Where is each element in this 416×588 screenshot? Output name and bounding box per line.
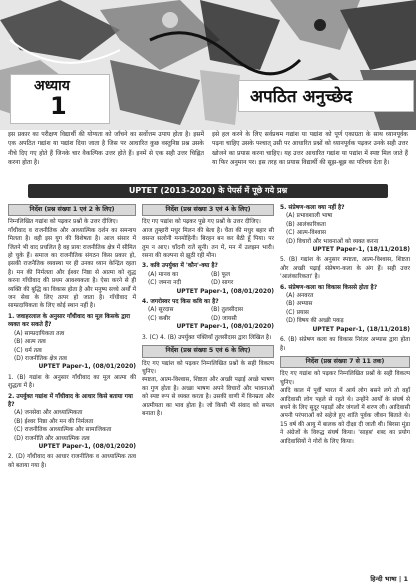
direction-text: दिए गए पद्यांश को पढ़कर निम्नलिखित प्रश्नों के सही विकल्प चुनिए। [142, 360, 274, 375]
option-row [142, 279, 274, 287]
option-row [142, 271, 274, 279]
option: (C) प्रयास [286, 309, 309, 316]
option: (D) विचारों और भावनाओं को व्यक्त करना [286, 238, 379, 245]
option: (A) मानव का [148, 271, 179, 278]
source-label: UPTET Paper-1, (18/11/2018) [312, 325, 410, 333]
exam-section-heading: UPTET (2013-2020) के पेपर्स में पूछे गये प्रश्न [28, 184, 388, 198]
column-3 [280, 204, 410, 446]
option: (B) अभ्यास [286, 301, 313, 308]
poem: आज तुम्हारी मधुर मिलन की बेला है। चैता की मधुर बहार सी वसन्त सलोनी मनमोहिनी। बिरहन बन कर बैठी हूँ पिया। पर तुम न आए। चाँदनी रातें सूनी। तन में, मन में उलझन भारी। रसना की कल्पना से झूठी रही मौन। [142, 227, 274, 260]
option: (B) तुलसीदास [211, 307, 244, 314]
direction-box: निर्देश (प्रश्न संख्या 7 से 11 तक) [280, 356, 410, 368]
answer-2: 2. (D) गाँधीवाद का आधार राजनीतिक व आध्यात्मिक तत्व को बताया गया है। [8, 454, 136, 469]
option: (A) साम्प्रदायिकता तत्व [14, 330, 65, 337]
chapter-title: अपठित अनुच्छेद [250, 87, 353, 107]
option: (C) जमना नदी [148, 280, 182, 287]
chapter-number: 1 [50, 92, 67, 120]
direction-text: निम्नलिखित गद्यांश को पढ़कर प्रश्नों के उत्तर दीजिए। [8, 219, 118, 226]
answer-5: 5. (B) गद्यांश के अनुसार स्पष्टता, आत्म-विश्वास, शिष्टता और अच्छी पढ़ाई संप्रेषण-कला के अंग हैं। सही उत्तर 'आलंकारिकता' है। [280, 257, 410, 281]
chapter-word: अध्याय [34, 78, 70, 94]
option-row [142, 315, 274, 323]
question-4: 4. जगरोस्वर पद किस कवि का है? [142, 299, 219, 306]
option: (D) राजनीति और आध्यात्मिक तत्व [14, 435, 90, 442]
passage: आदि काल में पूर्वी भारत में आर्य लोग बसने लगे तो वहाँ आदिवासी लोग पहले से रहते थे। उन्होंने आर्यों के संघर्ष से बचने के लिए सुदूर पहाड़ों और जंगलों में शरण ली। आदिवासी अपनी परंपराओं को सहेजे हुए शांति पूर्वक जीवन बिताते थे। 15 वर्ष की आयु में बालक को दीक्षा दी जाती थी। बिरसा मुंडा ने अंग्रेजों के विरुद्ध संघर्ष किया। 'साहब' शब्द का प्रयोग आदिवासियों ने गोरों के लिए किया। [280, 388, 410, 445]
direction-box: निर्देश (प्रश्न संख्या 3 एवं 4 के लिए) [142, 204, 274, 216]
option-row [142, 306, 274, 314]
option: (C) कबीर [148, 315, 171, 322]
source-label: UPTET Paper-1, (08/01/2020) [38, 363, 136, 371]
option: (D) राजनीतिक क्षेत्र तत्व [14, 355, 67, 362]
source-label: UPTET Paper-1, (08/01/2020) [176, 323, 274, 331]
option: (A) अनवरत [286, 293, 314, 300]
direction-text: दिए गए गद्यांश को पढ़कर निम्नलिखित प्रश्नों के सही विकल्प चुनिए। [280, 371, 410, 386]
question-2: 2. उपर्युक्त गद्यांश में गाँधीवाद के आधार किसे बताया गया है? [8, 393, 133, 408]
option: (A) जनसेवा और आध्यात्मिकता [14, 410, 83, 417]
option: (D) सागर [211, 280, 234, 287]
source-label: UPTET Paper-1, (08/01/2020) [176, 287, 274, 295]
direction-box: निर्देश (प्रश्न संख्या 5 एवं 6 के लिए) [142, 345, 274, 357]
question-1: 1. जवाहरलाल के अनुसार गाँधीवाद का मूल किसके द्वारा व्यक्त कर सकते हैं? [8, 313, 131, 329]
direction-text: दिए गए पद्यांश को पढ़कर पूछे गए प्रश्नों के उत्तर दीजिए। [142, 219, 261, 226]
option: (B) आत्म तत्व [14, 339, 46, 346]
direction-box: निर्देश (प्रश्न संख्या 1 एवं 2 के लिए) [8, 204, 136, 216]
option: (C) राजनीतिक आध्यात्मिक और सामाजिकता [14, 427, 112, 434]
intro-right-paragraph: इसे हल करने के लिए सर्वप्रथम गद्यांश या पद्यांश को पूर्ण एकाग्रता के साथ ध्यानपूर्वक पढ़ना चाहिए उसके पश्चात् उसी पर आधारित प्रश्नों को ध्यानपूर्वक पढ़कर उनके सही उत्तर खोजने का प्रयास करना चाहिए। यह उत्तर आधारित गद्यांश या पद्यांश में स्पष्ट मिल जाते हैं या फिर अनुमान पर। इस तरह का प्रयास विद्यार्थी की सूझ-बूझ का परिचय देता है। [212, 131, 408, 167]
question-6: 6. संप्रेषण-कला का विकास किससे होता है? [280, 284, 378, 291]
option: (B) फूल [211, 271, 231, 278]
passage: स्पष्टता, आत्म-विश्वास, शिष्टता और अच्छी पढ़ाई अच्छे भाषण का गुण होता है। अच्छा भाषण अपने विचारों और भावनाओं को स्पष्ट रूप से व्यक्त करता है। उसकी वाणी में विनम्रता और आत्मीयता का भाव होता है। जो किसी भी संवाद को सफल बनाता है। [142, 377, 274, 417]
option: (A) सूरदास [148, 307, 174, 314]
answer-1: 1. (B) गद्यांश के अनुसार गाँधीवाद का मूल आत्मा की शुद्धता में है। [8, 374, 136, 390]
option: (B) आलंकारिकता [286, 221, 326, 228]
passage: गाँधीवाद व राजनीतिक और आध्यात्मिक दर्शन का समन्वय मिलता है। वही इस युग की विशेषता है। आज संसार में जितने भी वाद प्रचलित है वह प्रायः राजनीतिक क्षेत्र में सीमित हो चुके हैं। समाज का राजनीतिक संगठन किस प्रकार हो, इसकी राजनैतिक व्यवस्था पर ही उनका ध्यान केन्द्रित रहता है। मन की निर्मलता और ईश्वर निष्ठा से आत्मा को शुद्ध करना गाँधीवाद की प्रथम आवश्यकता है। ऐसा करने से ही व्यक्ति की बुद्धि का विकास होता है और मनुष्य सच्चे अर्थों में जन सेवा के लिए तत्पर हो जाता है। गाँधीवाद में साम्प्रदायिकता के लिए कोई स्थान नहीं है। [8, 227, 136, 310]
intro-left-paragraph: इस प्रकार का परीक्षण विद्यार्थी की योग्यता को जाँचने का सर्वोत्तम उपाय होता है। इसमें एक अपठित गद्यांश या पद्यांश दिया जाता है जिस पर आधारित कुछ वस्तुनिष्ठ प्रश्न उसके नीचे दिए गए होते हैं जिनके चार वैकल्पिक उत्तर होते हैं। इनमें से एक सही उत्तर चिह्नित करना होता है। [8, 131, 204, 167]
source-label: UPTET Paper-1, (08/01/2020) [38, 442, 136, 450]
source-label: UPTET Paper-1, (18/11/2018) [312, 246, 410, 254]
answer-3-4: 3. (C) 4. (B) उपर्युक्त पंक्तियाँ तुलसीदास द्वारा लिखित है। [142, 334, 272, 341]
option: (D) विषय की अच्छी पकड़ [286, 318, 344, 325]
chapter-banner [0, 0, 416, 130]
question-5: 5. संप्रेषण-कला क्या नहीं है? [280, 205, 345, 211]
option: (B) ईश्वर निष्ठा और मन की निर्मलता [14, 418, 94, 425]
column-1 [8, 204, 136, 470]
option: (A) प्रभावशाली भाषा [286, 213, 333, 220]
question-3: 3. कवि उपर्युक्त में 'कौन'-क्या है? [142, 263, 218, 270]
column-2 [142, 204, 274, 418]
option: (C) आत्म-विश्वास [286, 230, 326, 237]
option: (C) धर्म तत्व [14, 347, 42, 354]
option: (D) जायसी [211, 315, 237, 322]
answer-6: 6. (B) संप्रेषण कला का विकास निरंतर अभ्यास द्वारा होता है। [280, 337, 410, 352]
page-footer: हिन्दी भाषा | 1 [370, 575, 408, 583]
